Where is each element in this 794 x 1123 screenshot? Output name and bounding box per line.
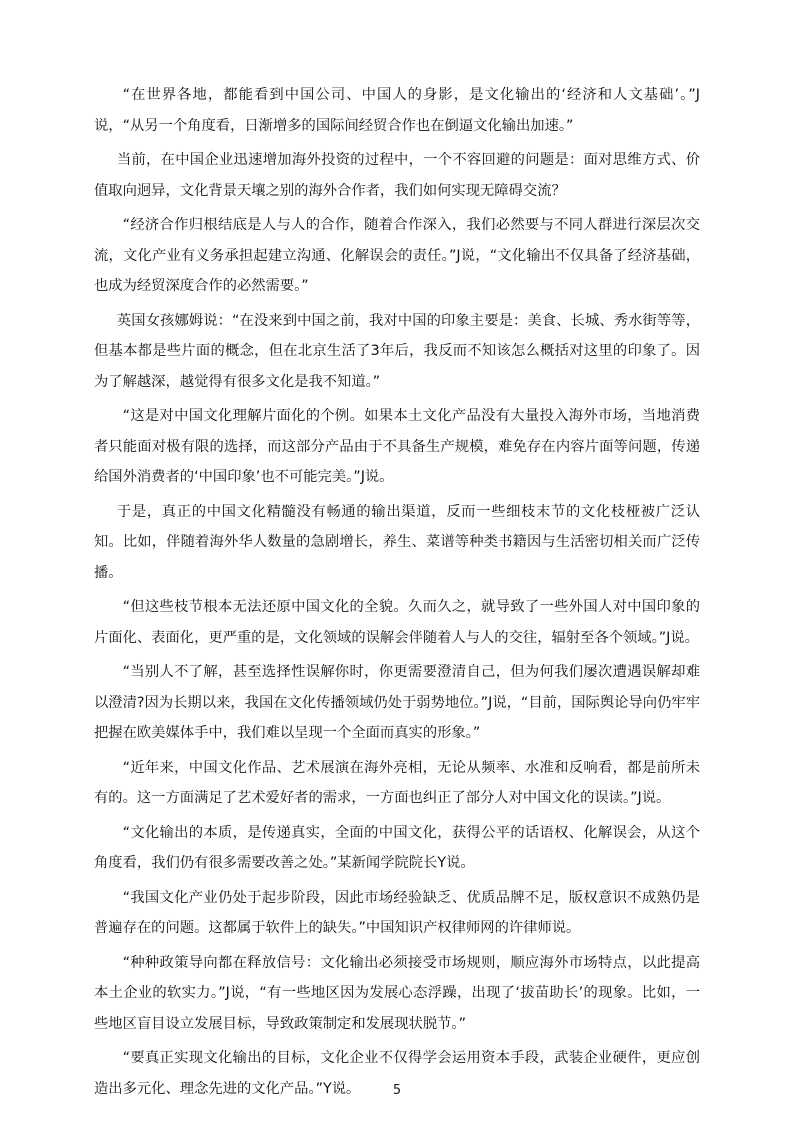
paragraph-12: “种种政策导向都在释放信号：文化输出必须接受市场规则，顺应海外市场特点，以此提高本土企业的软实力。”J说，“有一些地区因为发展心态浮躁，出现了‘拔苗助长’的现象。比如，一些地区盲目设立发展目标，导致政策制定和发展现状脱节。” bbox=[94, 954, 700, 1032]
paragraph-2: 当前，在中国企业迅速增加海外投资的过程中，一个不容回避的问题是：面对思维方式、价值取向迥异，文化背景天壤之别的海外合作者，我们如何实现无障碍交流？ bbox=[94, 152, 700, 199]
paragraph-5: “这是对中国文化理解片面化的个例。如果本土文化产品没有大量投入海外市场，当地消费者只能面对极有限的选择，而这部分产品由于不具备生产规模，难免存在内容片面等问题，传递给国外消费者的‘中国印象’也不可能完美。”J说。 bbox=[94, 408, 700, 485]
body-text bbox=[94, 80, 700, 1108]
paragraph-10: “文化输出的本质，是传递真实，全面的中国文化，获得公平的话语权、化解误会，从这个角度看，我们仍有很多需要改善之处。”某新闻学院院长Y说。 bbox=[94, 824, 700, 871]
paragraph-8: “当别人不了解，甚至选择性误解你时，你更需要澄清自己，但为何我们屡次遭遇误解却难以澄清?因为长期以来，我国在文化传播领域仍处于弱势地位。”J说，“目前，国际舆论导向仍牢牢把握在欧美媒体手中，我们难以呈现一个全面而真实的形象。” bbox=[94, 664, 700, 741]
paragraph-11: “我国文化产业仍处于起步阶段，因此市场经验缺乏、优质品牌不足，版权意识不成熟仍是普遍存在的问题。这都属于软件上的缺失。”中国知识产权律师网的许律师说。 bbox=[94, 889, 700, 936]
page-number: 5 bbox=[392, 1083, 402, 1098]
paragraph-7: “但这些枝节根本无法还原中国文化的全貌。久而久之，就导致了一些外国人对中国印象的片面化、表面化，更严重的是，文化领域的误解会伴随着人与人的交往，辐射至各个领域。”J说。 bbox=[94, 599, 700, 646]
paragraph-9: “近年来，中国文化作品、艺术展演在海外亮相，无论从频率、水准和反响看，都是前所未有的。这一方面满足了艺术爱好者的需求，一方面也纠正了部分人对中国文化的误读。”J说。 bbox=[94, 759, 700, 806]
paragraph-1: “在世界各地，都能看到中国公司、中国人的身影，是文化输出的‘经济和人文基础’。”J说，“从另一个角度看，日渐增多的国际间经贸合作也在倒逼文化输出加速。” bbox=[94, 87, 700, 134]
paragraph-4: 英国女孩娜姆说：“在没来到中国之前，我对中国的印象主要是：美食、长城、秀水街等等，但基本都是些片面的概念，但在北京生活了3年后，我反而不知该怎么概括对这里的印象了。因为了解越深，越觉得有很多文化是我不知道。” bbox=[94, 312, 700, 390]
paragraph-3: “经济合作归根结底是人与人的合作，随着合作深入，我们必然要与不同人群进行深层次交流，文化产业有义务承担起建立沟通、化解误会的责任。”J说，“文化输出不仅具备了经济基础，也成为经贸深度合作的必然需要。” bbox=[94, 217, 700, 294]
paragraph-13: “要真正实现文化输出的目标，文化企业不仅得学会运用资本手段，武装企业硬件，更应创造出多元化、理念先进的文化产品。”Y说。 bbox=[94, 1050, 700, 1097]
paragraph-6: 于是，真正的中国文化精髓没有畅通的输出渠道，反而一些细枝末节的文化枝桠被广泛认知。比如，伴随着海外华人数量的急剧增长，养生、菜谱等种类书籍因与生活密切相关而广泛传播。 bbox=[94, 503, 700, 581]
